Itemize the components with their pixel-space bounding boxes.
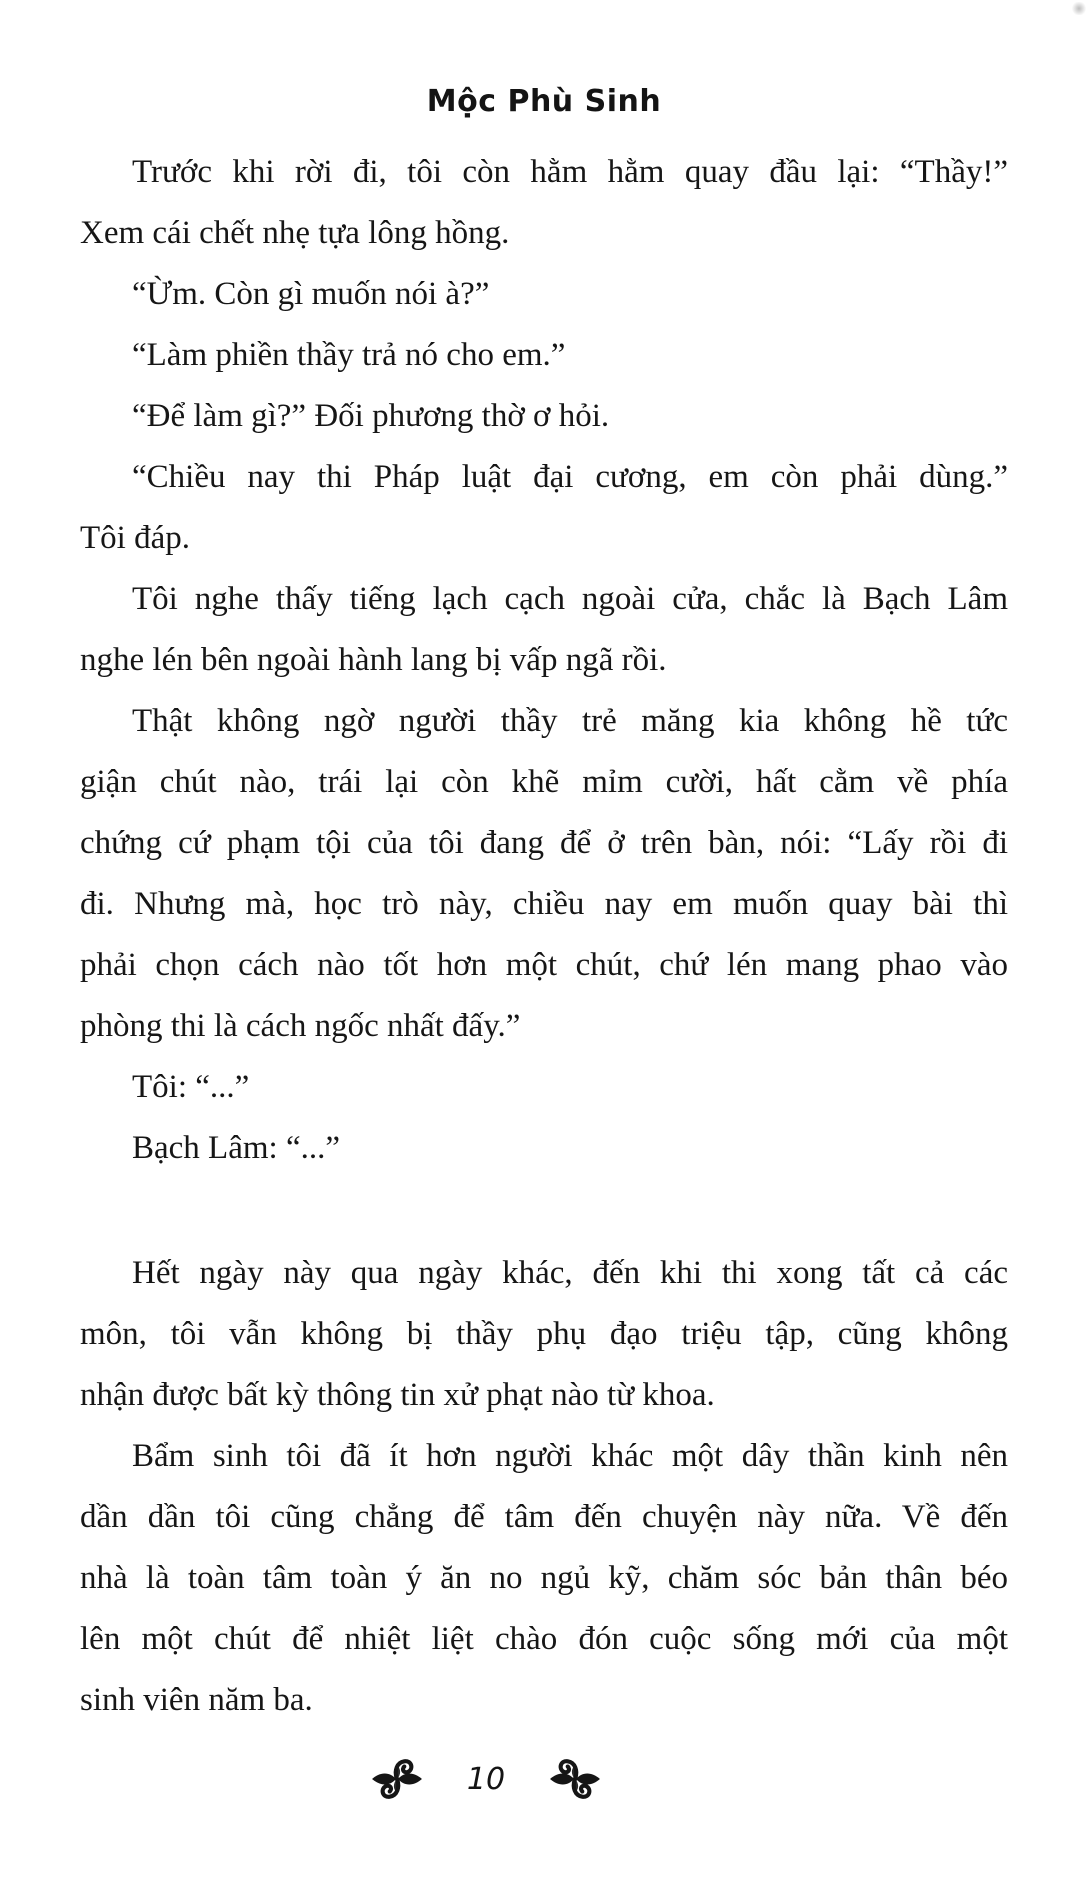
paragraph	[80, 142, 1008, 264]
paragraph	[80, 1243, 1008, 1426]
scan-artifact	[1071, 2, 1087, 15]
paragraph	[80, 447, 1008, 569]
page-footer	[0, 1756, 1030, 1802]
text-line: phòng thi là cách ngốc nhất đấy.”	[80, 1008, 521, 1044]
text-line: Hết ngày này qua ngày khác, đến khi thi xong tất cả các	[132, 1255, 1008, 1291]
text-line: Tôi đáp.	[80, 520, 190, 556]
text-line: Tôi: “...”	[132, 1069, 250, 1105]
text-line: “Để làm gì?” Đối phương thờ ơ hỏi.	[132, 398, 610, 434]
text-line: dần dần tôi cũng chẳng để tâm đến chuyện này nữa. Về đến	[80, 1499, 1008, 1535]
fleuron-icon	[549, 1756, 601, 1802]
text-line: phải chọn cách nào tốt hơn một chút, chứ lén mang phao vào	[80, 947, 1008, 983]
text-line: giận chút nào, trái lại còn khẽ mỉm cười, hất cằm về phía	[80, 764, 1008, 800]
running-head-title: Mộc Phù Sinh	[426, 84, 662, 119]
page-number: 10	[466, 1761, 506, 1797]
text-line: Thật không ngờ người thầy trẻ măng kia không hề tức	[132, 703, 1008, 739]
text-line: “Chiều nay thi Pháp luật đại cương, em còn phải dùng.”	[132, 459, 1008, 495]
text-line: Bạch Lâm: “...”	[132, 1130, 340, 1166]
text-line: “Làm phiền thầy trả nó cho em.”	[132, 337, 566, 373]
paragraph	[80, 569, 1008, 691]
text-line: nhận được bất kỳ thông tin xử phạt nào từ khoa.	[80, 1377, 715, 1413]
text-line: nhà là toàn tâm toàn ý ăn no ngủ kỹ, chăm sóc bản thân béo	[80, 1560, 1008, 1596]
text-line: “Ừm. Còn gì muốn nói à?”	[132, 276, 490, 312]
fleuron-icon	[371, 1756, 423, 1802]
paragraph	[80, 1118, 1008, 1179]
text-line: Xem cái chết nhẹ tựa lông hồng.	[80, 215, 510, 251]
text-line: sinh viên năm ba.	[80, 1682, 313, 1718]
text-line: lên một chút để nhiệt liệt chào đón cuộc sống mới của một	[80, 1621, 1008, 1657]
paragraph	[80, 1426, 1008, 1731]
paragraph	[80, 264, 1008, 325]
paragraph	[80, 386, 1008, 447]
paragraph	[80, 691, 1008, 1057]
text-line: Bẩm sinh tôi đã ít hơn người khác một dây thần kinh nên	[132, 1438, 1008, 1474]
paragraph	[80, 325, 1008, 386]
text-line: môn, tôi vẫn không bị thầy phụ đạo triệu tập, cũng không	[80, 1316, 1008, 1352]
text-line: Trước khi rời đi, tôi còn hằm hằm quay đầu lại: “Thầy!”	[132, 154, 1008, 190]
text-line: Tôi nghe thấy tiếng lạch cạch ngoài cửa, chắc là Bạch Lâm	[132, 581, 1008, 617]
text-body	[80, 142, 1008, 1731]
text-line: nghe lén bên ngoài hành lang bị vấp ngã rồi.	[80, 642, 667, 678]
text-line: chứng cứ phạm tội của tôi đang để ở trên bàn, nói: “Lấy rồi đi	[80, 825, 1008, 861]
text-line: đi. Nhưng mà, học trò này, chiều nay em muốn quay bài thì	[80, 886, 1008, 922]
paragraph	[80, 1057, 1008, 1118]
